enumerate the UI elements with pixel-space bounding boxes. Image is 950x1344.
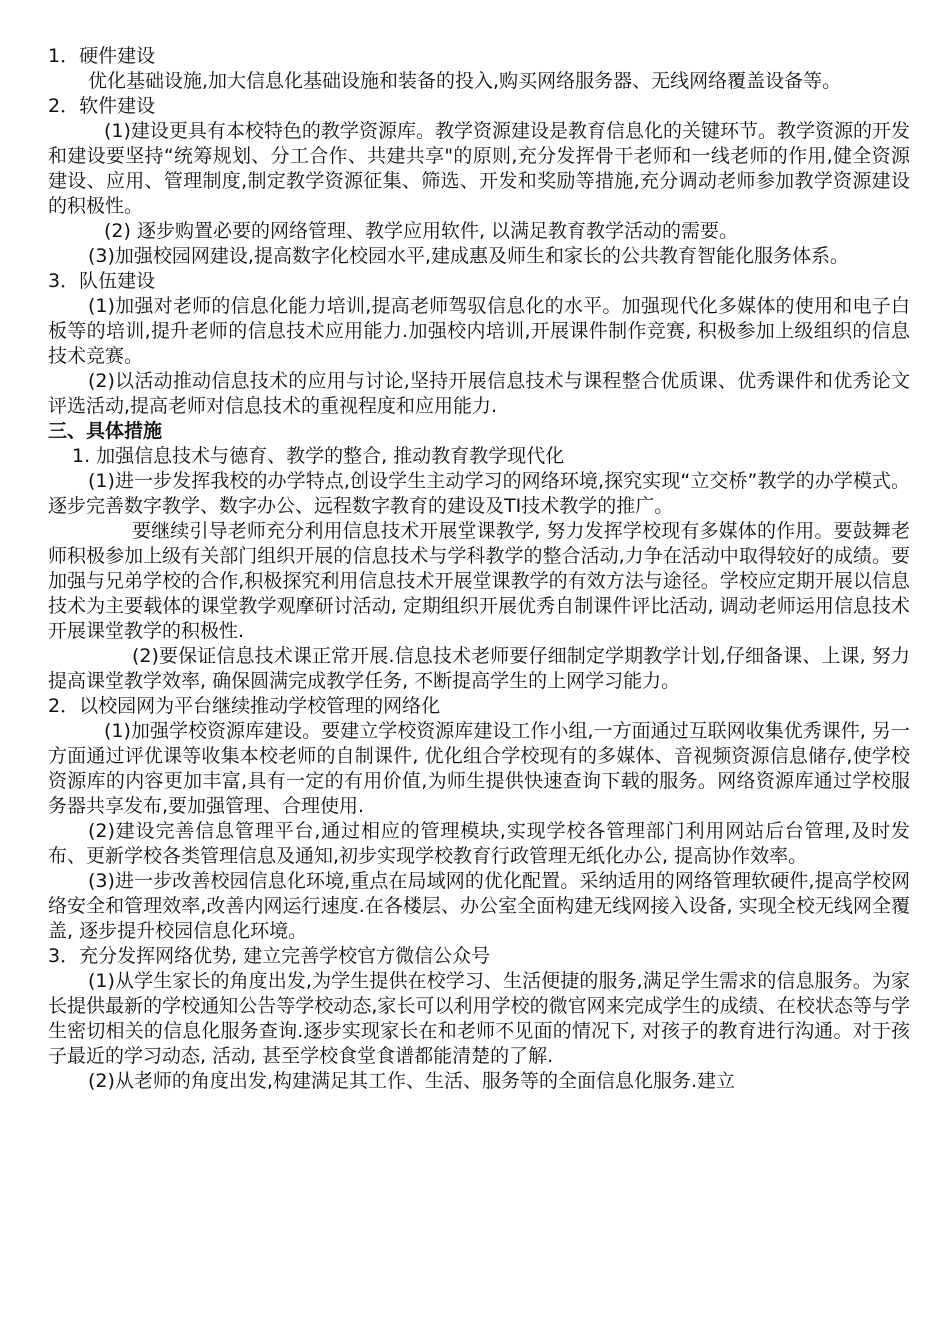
paragraph-software-3: (3)加强校园网建设,提高数字化校园水平,建成惠及师生和家长的公共教育智能化服务体系。: [88, 245, 849, 267]
chapter-heading-measures: 三、具体措施: [48, 420, 163, 442]
paragraph-hardware: 优化基础设施,加大信息化基础设施和装备的投入,购买网络服务器、无线网络覆盖设备等。: [88, 70, 842, 92]
paragraph-software-2: (2) 逐步购置必要的网络管理、教学应用软件, 以满足教育教学活动的需要。: [104, 220, 739, 242]
subsection-heading-network: 2．以校园网为平台继续推动学校管理的网络化: [48, 695, 441, 717]
paragraph-network-1: (1)加强学校资源库建设。要建立学校资源库建设工作小组,一方面通过互联网收集优秀课件, 另一方面通过评优课等收集本校老师的自制课件, 优化组合学校现有的多媒体、音视频资源信息储存,使学校资源库的内容更加丰富,具有一定的有用价值,为师生提供快速查询下载的服务。网络资源库通过学校服务器共享发布,要加强管理、合理使用.: [48, 720, 910, 817]
subsection-heading-wechat: 3．充分发挥网络优势, 建立完善学校官方微信公众号: [48, 945, 491, 967]
section-heading-team: 3．队伍建设: [48, 270, 156, 292]
paragraph-network-2: (2)建设完善信息管理平台,通过相应的管理模块,实现学校各管理部门利用网站后台管理,及时发布、更新学校各类管理信息及通知,初步实现学校教育行政管理无纸化办公, 提高协作效率。: [48, 820, 910, 867]
section-heading-hardware: 1．硬件建设: [48, 45, 156, 67]
paragraph-team-2: (2)以活动推动信息技术的应用与讨论,坚持开展信息技术与课程整合优质课、优秀课件和优秀论文评选活动,提高老师对信息技术的重视程度和应用能力.: [48, 370, 910, 417]
paragraph-software-1: (1)建设更具有本校特色的教学资源库。教学资源建设是教育信息化的关键环节。教学资源的开发和建设要坚持“统筹规划、分工合作、共建共享"的原则,充分发挥骨干老师和一线老师的作用,健全资源建设、应用、管理制度,制定教学资源征集、筛选、开发和奖励等措施,充分调动老师参加教学资源建设的积极性。: [48, 120, 910, 217]
paragraph-team-1: (1)加强对老师的信息化能力培训,提高老师驾驭信息化的水平。加强现代化多媒体的使用和电子白板等的培训,提升老师的信息技术应用能力.加强校内培训,开展课件制作竞赛, 积极参加上级组织的信息技术竞赛。: [48, 295, 910, 367]
section-heading-software: 2．软件建设: [48, 95, 156, 117]
paragraph-integration-1: (1)进一步发挥我校的办学特点,创设学生主动学习的网络环境,探究实现“立交桥”教学的办学模式。逐步完善数字教学、数字办公、远程数字教育的建设及TI技术教学的推广。: [48, 470, 910, 517]
paragraph-wechat-1: (1)从学生家长的角度出发,为学生提供在校学习、生活便捷的服务,满足学生需求的信息服务。为家长提供最新的学校通知公告等学校动态,家长可以利用学校的微官网来完成学生的成绩、在校状态等与学生密切相关的信息化服务查询.逐步实现家长在和老师不见面的情况下, 对孩子的教育进行沟通。对于孩子最近的学习动态, 活动, 甚至学校食堂食谱都能清楚的了解.: [48, 970, 910, 1067]
paragraph-integration-2: 要继续引导老师充分利用信息技术开展堂课教学, 努力发挥学校现有多媒体的作用。要鼓舞老师积极参加上级有关部门组织开展的信息技术与学科教学的整合活动,力争在活动中取得较好的成绩。要加强与兄弟学校的合作,积极探究利用信息技术开展堂课教学的有效方法与途径。学校应定期开展以信息技术为主要载体的课堂教学观摩研讨活动, 定期组织开展优秀自制课件评比活动, 调动老师运用信息技术开展课堂教学的积极性.: [48, 520, 910, 642]
paragraph-network-3: (3)进一步改善校园信息化环境,重点在局域网的优化配置。采纳适用的网络管理软硬件,提高学校网络安全和管理效率,改善内网运行速度.在各楼层、办公室全面构建无线网接入设备, 实现全校无线网全覆盖, 逐步提升校园信息化环境。: [48, 870, 910, 942]
paragraph-integration-3: (2)要保证信息技术课正常开展.信息技术老师要仔细制定学期教学计划,仔细备课、上课, 努力提高课堂教学效率, 确保圆满完成教学任务, 不断提高学生的上网学习能力。: [48, 645, 910, 692]
paragraph-wechat-2: (2)从老师的角度出发,构建满足其工作、生活、服务等的全面信息化服务.建立: [88, 1070, 735, 1092]
document-page: [48, 44, 910, 1094]
subsection-heading-integration: 1. 加强信息技术与德育、教学的整合, 推动教育教学现代化: [72, 445, 565, 467]
